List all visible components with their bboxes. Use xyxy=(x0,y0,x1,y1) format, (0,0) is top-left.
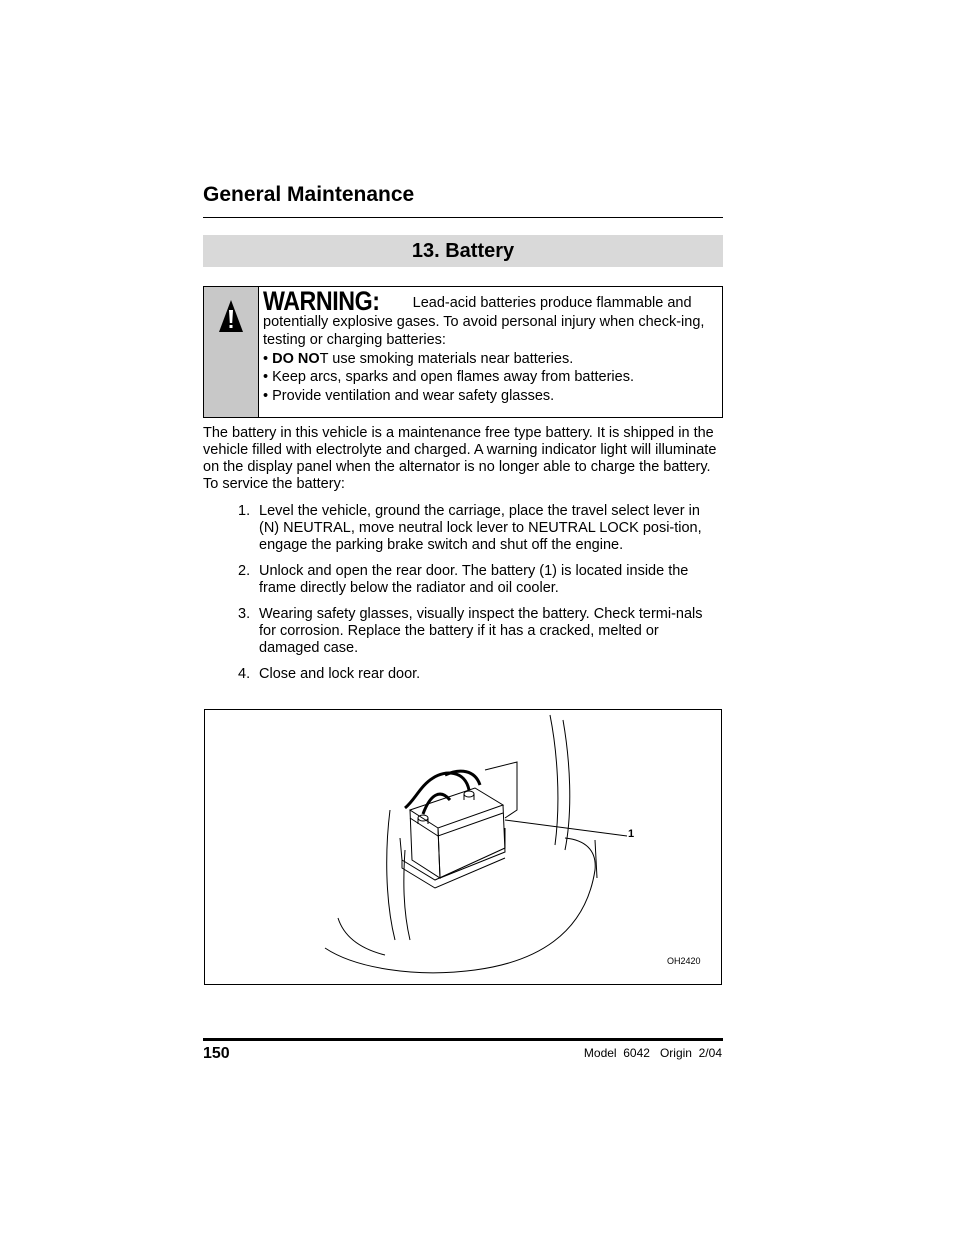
step-number: 4. xyxy=(238,666,251,682)
bullet-mark: • xyxy=(263,369,269,386)
chapter-title: 13. Battery xyxy=(203,235,723,267)
footer-model-info: Model 6042 Origin 2/04 xyxy=(583,1046,722,1060)
bullet-mark: • xyxy=(263,350,269,367)
step-text: Close and lock rear door. xyxy=(259,666,421,682)
bullet-mark: • xyxy=(263,387,269,404)
section-heading: General Maintenance xyxy=(203,183,415,206)
step-number: 1. xyxy=(238,503,251,519)
warning-bullet-3-text: Provide ventilation and wear safety glasses. xyxy=(272,387,555,404)
warning-bullet-1 xyxy=(263,350,716,369)
warning-bullet-2 xyxy=(263,368,716,387)
warning-bullet-2-text: Keep arcs, sparks and open flames away from batteries. xyxy=(272,369,634,386)
warning-intro: Lead-acid batteries produce flammable and potentially explosive gases. To avoid personal injury when check-ing, testing or charging batteries: xyxy=(263,295,705,349)
warning-bullet-1-text: T use smoking materials near batteries. xyxy=(319,350,574,367)
warning-box xyxy=(203,286,723,418)
page-number: 150 xyxy=(203,1045,230,1062)
step-text: Wearing safety glasses, visually inspect the battery. Check termi-nals for corrosion. Replace the battery if it has a cracked, melted or damaged case. xyxy=(259,606,703,656)
heading-divider xyxy=(203,217,723,218)
warning-triangle-icon xyxy=(218,299,244,333)
step-number: 2. xyxy=(238,563,251,579)
battery-figure xyxy=(204,709,722,985)
footer-rule xyxy=(203,1038,723,1041)
warning-content xyxy=(259,287,722,417)
figure-code: OH2420 xyxy=(667,956,701,966)
step-text: Level the vehicle, ground the carriage, place the travel select lever in (N) NEUTRAL, move neutral lock lever to NEUTRAL LOCK posi-tion, engage the parking brake switch and shut off the engine. xyxy=(259,503,702,553)
warning-sidebar xyxy=(204,287,259,417)
step-3 xyxy=(238,606,723,657)
warning-bullet-3 xyxy=(263,387,716,406)
battery-illustration xyxy=(205,710,721,984)
warning-bullet-1-bold: DO NO xyxy=(272,350,320,367)
step-text: Unlock and open the rear door. The battery (1) is located inside the frame directly below the radiator and oil cooler. xyxy=(259,563,689,596)
step-1 xyxy=(238,503,723,554)
step-4 xyxy=(238,666,723,683)
step-2 xyxy=(238,563,723,597)
body-paragraph: The battery in this vehicle is a maintenance free type battery. It is shipped in the vehicle filled with electrolyte and charged. A warning indicator light will illuminate on the display panel when the alternator is no longer able to charge the battery. To service the battery: xyxy=(203,425,717,492)
step-number: 3. xyxy=(238,606,251,622)
procedure-steps xyxy=(238,503,723,692)
callout-label: 1 xyxy=(628,828,635,840)
warning-label: WARNING: xyxy=(263,286,380,316)
